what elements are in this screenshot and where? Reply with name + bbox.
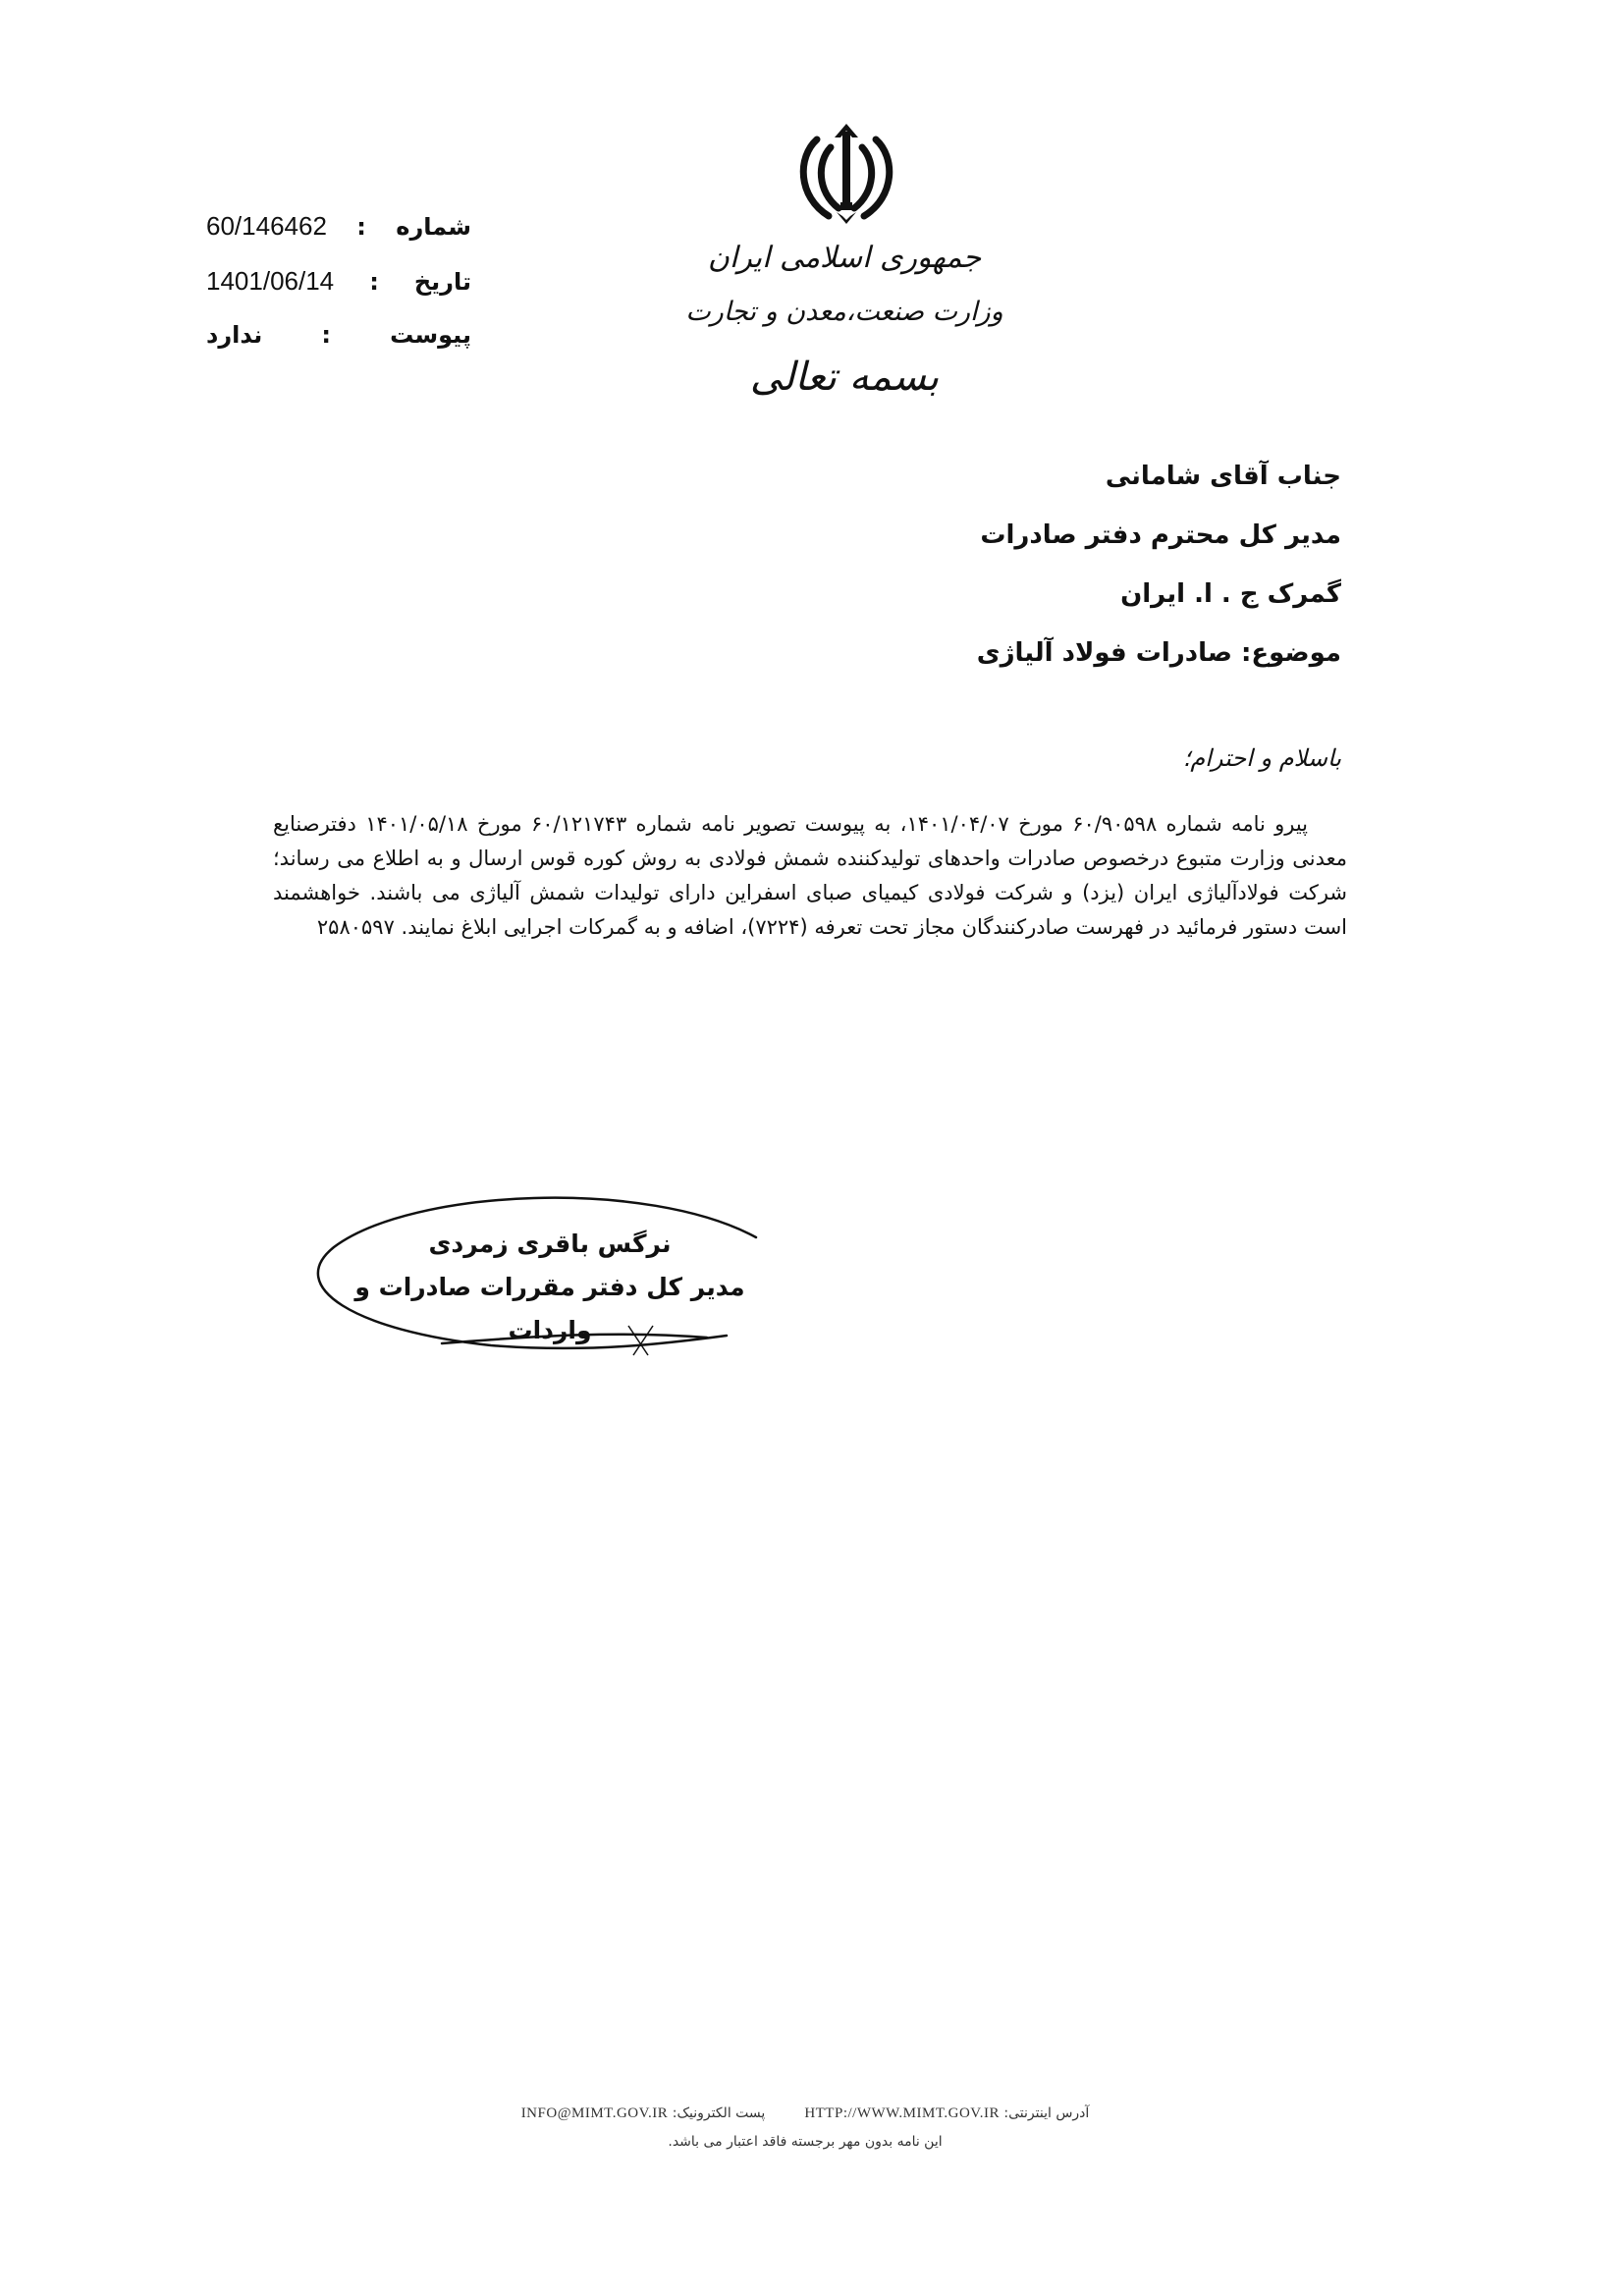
letter-footer: [422, 2102, 1188, 2155]
recipient-title: مدیر کل محترم دفتر صادرات: [980, 520, 1341, 550]
signer-title: مدیر کل دفتر مقررات صادرات و واردات: [354, 1273, 745, 1344]
invocation: بسمه تعالی: [749, 355, 940, 400]
meta-attachment-row: [206, 321, 471, 376]
letter-date-label: تاریخ: [413, 268, 471, 296]
recipient-organization: گمرک ج . ا. ایران: [1120, 579, 1341, 609]
website-label: آدرس اینترنتی:: [1003, 2105, 1090, 2121]
attachment-value: ندارد: [206, 321, 263, 349]
footer-website: [804, 2102, 1089, 2125]
meta-number-row: [206, 211, 471, 266]
signature-block: [344, 1223, 756, 1352]
letter-subject: موضوع: صادرات فولاد آلیاژی: [976, 638, 1341, 668]
email-label: پست الکترونیک:: [672, 2105, 766, 2121]
greeting: باسلام و احترام؛: [1182, 744, 1341, 772]
website-value: HTTP://WWW.MIMT.GOV.IR: [804, 2105, 1000, 2121]
meta-separator: :: [369, 268, 379, 296]
meta-separator: :: [321, 321, 331, 349]
iran-emblem-icon: [787, 118, 905, 236]
signer-name: نرگس باقری زمردی: [428, 1230, 672, 1258]
email-value: INFO@MIMT.GOV.IR: [520, 2105, 669, 2121]
country-name: جمهوری اسلامی ایران: [707, 241, 982, 275]
letter-number-label: شماره: [396, 213, 471, 241]
recipient-name: جناب آقای شامانی: [1105, 462, 1341, 491]
letter-meta: [206, 211, 471, 376]
footer-email: [521, 2102, 766, 2125]
meta-separator: :: [356, 213, 366, 241]
ministry-header: [677, 236, 1011, 407]
letter-date: 1401/06/14: [206, 266, 335, 296]
attachment-label: پیوست: [390, 321, 471, 349]
letter-body: پیرو نامه شماره ۶۰/۹۰۵۹۸ مورخ ۱۴۰۱/۰۴/۰۷، به پیوست تصویر نامه شماره ۶۰/۱۲۱۷۴۳ مورخ ۱۴۰۱/۰۵/۱۸ دفترصنایع معدنی وزارت متبوع درخصوص صادرات واحدهای تولیدکننده شمش فولادی به روش کوره قوس ارسال و به اطلاع می رساند؛ شرکت فولادآلیاژی ایران (یزد) و شرکت فولادی کیمیای صبای اسفراین دارای تولیدات شمش آلیاژی می باشند. خواهشمند است دستور فرمائید در فهرست صادرکنندگان مجاز تحت تعرفه (۷۲۲۴)، اضافه و به گمرکات اجرایی ابلاغ نمایند. ۲۵۸۰۵۹۷: [273, 812, 1347, 939]
ministry-name: وزارت صنعت،معدن و تجارت: [685, 297, 1003, 327]
validity-note: این نامه بدون مهر برجسته فاقد اعتبار می باشد.: [668, 2134, 943, 2150]
meta-date-row: [206, 266, 471, 321]
recipient-block: [752, 447, 1341, 683]
letter-number: 60/146462: [206, 211, 327, 241]
